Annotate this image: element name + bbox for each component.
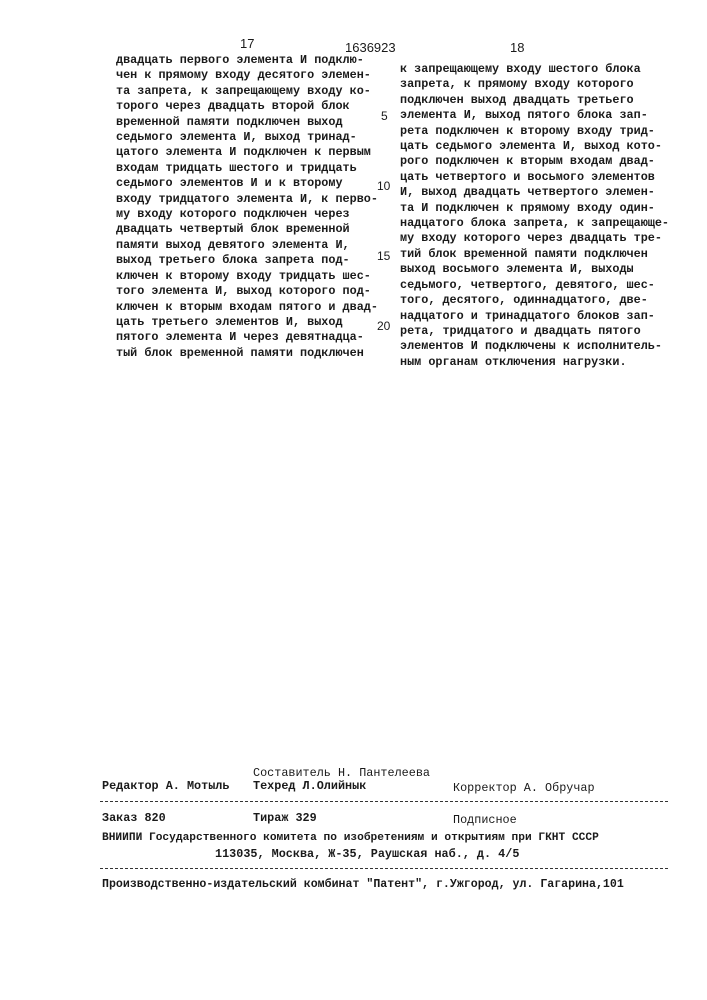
publisher: Производственно-издательский комбинат "Патент", г.Ужгород, ул. Гагарина,101 <box>102 878 624 891</box>
text-line: ным органам отключения нагрузки. <box>400 355 669 370</box>
divider <box>100 801 668 802</box>
text-line: элемента И, выход пятого блока зап- <box>400 108 669 123</box>
text-line: пятого элемента И через девятнадца- <box>116 330 378 345</box>
text-line: к запрещающему входу шестого блока <box>400 62 669 77</box>
text-line: торого через двадцать второй блок <box>116 99 378 114</box>
text-line: подключен выход двадцать третьего <box>400 93 669 108</box>
text-line: двадцать первого элемента И подклю- <box>116 53 378 68</box>
text-line: ключен к вторым входам пятого и двад- <box>116 300 378 315</box>
text-line: временной памяти подключен выход <box>116 115 378 130</box>
text-line: входу тридцатого элемента И, к перво- <box>116 192 378 207</box>
text-line: рого подключен к вторым входам двад- <box>400 154 669 169</box>
address: 113035, Москва, Ж-35, Раушская наб., д. 4/5 <box>215 847 519 861</box>
compiler: Составитель Н. Пантелеева <box>253 766 430 780</box>
text-line: цать третьего элементов И, выход <box>116 315 378 330</box>
text-line: выход восьмого элемента И, выходы <box>400 262 669 277</box>
page-number-left: 17 <box>240 36 254 51</box>
text-line: входам тридцать шестого и тридцать <box>116 161 378 176</box>
line-number-5: 5 <box>381 109 388 123</box>
divider <box>100 868 668 869</box>
text-line: двадцать четвертый блок временной <box>116 222 378 237</box>
text-line: рета подключен к второму входу трид- <box>400 124 669 139</box>
institute: ВНИИПИ Государственного комитета по изобретениям и открытиям при ГКНТ СССР <box>102 832 599 844</box>
text-line: тий блок временной памяти подключен <box>400 247 669 262</box>
text-line: надцатого блока запрета, к запрещающе- <box>400 216 669 231</box>
text-line: та запрета, к запрещающему входу ко- <box>116 84 378 99</box>
circulation: Тираж 329 <box>253 811 317 825</box>
order: Заказ 820 <box>102 811 166 825</box>
right-column-text <box>400 62 669 370</box>
line-number-20: 20 <box>377 319 390 333</box>
text-line: цать четвертого и восьмого элементов <box>400 170 669 185</box>
text-line: чен к прямому входу десятого элемен- <box>116 68 378 83</box>
text-line: надцатого и тринадцатого блоков зап- <box>400 309 669 324</box>
line-number-15: 15 <box>377 249 390 263</box>
subscription: Подписное <box>453 813 517 827</box>
text-line: памяти выход девятого элемента И, <box>116 238 378 253</box>
text-line: цать седьмого элемента И, выход кото- <box>400 139 669 154</box>
text-line: тый блок временной памяти подключен <box>116 346 378 361</box>
text-line: седьмого, четвертого, девятого, шес- <box>400 278 669 293</box>
page-number-right: 18 <box>510 40 524 55</box>
text-line: того элемента И, выход которого под- <box>116 284 378 299</box>
techred: Техред Л.Олийнык <box>253 779 366 793</box>
text-line: му входу которого подключен через <box>116 207 378 222</box>
editor: Редактор А. Мотыль <box>102 779 229 793</box>
line-number-10: 10 <box>377 179 390 193</box>
text-line: цатого элемента И подключен к первым <box>116 145 378 160</box>
text-line: та И подключен к прямому входу один- <box>400 201 669 216</box>
corrector: Корректор А. Обручар <box>453 781 595 795</box>
text-line: выход третьего блока запрета под- <box>116 253 378 268</box>
left-column-text <box>116 53 378 361</box>
text-line: рета, тридцатого и двадцать пятого <box>400 324 669 339</box>
text-line: элементов И подключены к исполнитель- <box>400 339 669 354</box>
patent-number: 1636923 <box>345 40 396 55</box>
text-line: му входу которого через двадцать тре- <box>400 231 669 246</box>
text-line: седьмого элементов И и к второму <box>116 176 378 191</box>
text-line: запрета, к прямому входу которого <box>400 77 669 92</box>
text-line: седьмого элемента И, выход тринад- <box>116 130 378 145</box>
text-line: ключен к второму входу тридцать шес- <box>116 269 378 284</box>
text-line: И, выход двадцать четвертого элемен- <box>400 185 669 200</box>
text-line: того, десятого, одиннадцатого, две- <box>400 293 669 308</box>
